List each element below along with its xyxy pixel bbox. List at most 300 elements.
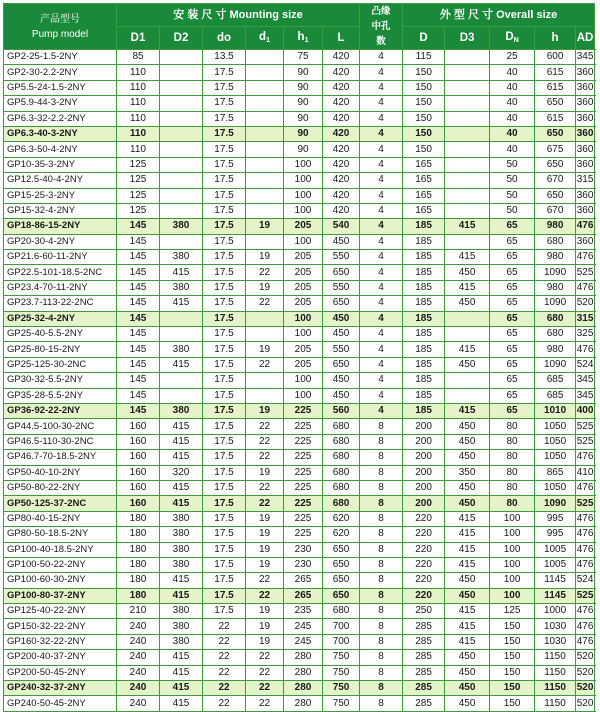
cell-d: 185 — [403, 403, 445, 418]
col-d1-header: D1 — [117, 27, 160, 50]
cell-dn: 40 — [490, 142, 535, 157]
cell-model: GP46.5-110-30-2NC — [4, 434, 117, 449]
cell-d: 285 — [403, 634, 445, 649]
cell-do: 17.5 — [203, 250, 246, 265]
cell-model: GP80-40-15-2NY — [4, 511, 117, 526]
cell-dd1: 19 — [246, 465, 284, 480]
cell-dd1 — [246, 142, 284, 157]
cell-h1: 90 — [284, 142, 323, 157]
table-row — [4, 311, 595, 326]
cell-ad: 525 — [576, 419, 595, 434]
cell-n: 8 — [360, 465, 403, 480]
cell-d1: 110 — [117, 65, 160, 80]
cell-dn: 50 — [490, 188, 535, 203]
cell-ad: 525 — [576, 434, 595, 449]
cell-dn: 100 — [490, 527, 535, 542]
cell-ad: 360 — [576, 188, 595, 203]
cell-ad: 525 — [576, 265, 595, 280]
cell-do: 17.5 — [203, 234, 246, 249]
cell-dd1: 22 — [246, 696, 284, 711]
cell-do: 17.5 — [203, 219, 246, 234]
table-row — [4, 142, 595, 157]
cell-d2: 415 — [160, 296, 203, 311]
cell-d1: 145 — [117, 296, 160, 311]
cell-dd1: 22 — [246, 265, 284, 280]
cell-dn: 25 — [490, 50, 535, 65]
cell-do: 17.5 — [203, 373, 246, 388]
cell-d: 220 — [403, 527, 445, 542]
cell-do: 17.5 — [203, 342, 246, 357]
col-dn-label: D — [505, 31, 514, 43]
cell-h: 1145 — [535, 573, 576, 588]
cell-d1: 145 — [117, 403, 160, 418]
cell-d2: 415 — [160, 681, 203, 696]
cell-l: 420 — [323, 80, 360, 95]
pump-spec-table — [3, 3, 595, 712]
cell-h1: 265 — [284, 588, 323, 603]
cell-n: 4 — [360, 280, 403, 295]
cell-ad: 360 — [576, 234, 595, 249]
cell-model: GP36-92-22-2NY — [4, 403, 117, 418]
cell-d2 — [160, 311, 203, 326]
table-row — [4, 219, 595, 234]
cell-d1: 145 — [117, 342, 160, 357]
cell-d1: 145 — [117, 265, 160, 280]
product-model-label: 产品型号 — [40, 13, 80, 25]
cell-l: 540 — [323, 219, 360, 234]
table-body — [4, 50, 595, 712]
cell-do: 17.5 — [203, 573, 246, 588]
cell-model: GP100-40-18.5-2NY — [4, 542, 117, 557]
cell-d: 185 — [403, 311, 445, 326]
cell-do: 17.5 — [203, 588, 246, 603]
cell-model: GP25-80-15-2NY — [4, 342, 117, 357]
table-row — [4, 373, 595, 388]
cell-do: 17.5 — [203, 419, 246, 434]
cell-d2 — [160, 50, 203, 65]
cell-dn: 40 — [490, 65, 535, 80]
cell-d1: 110 — [117, 96, 160, 111]
table-row — [4, 296, 595, 311]
cell-d1: 180 — [117, 573, 160, 588]
cell-model: GP6.3-40-3-2NY — [4, 126, 117, 141]
cell-d3 — [445, 327, 490, 342]
table-row — [4, 634, 595, 649]
col-ad-header: AD — [576, 27, 595, 50]
cell-d: 200 — [403, 465, 445, 480]
cell-d3: 415 — [445, 511, 490, 526]
cell-d1: 125 — [117, 203, 160, 218]
cell-h1: 205 — [284, 219, 323, 234]
cell-do: 17.5 — [203, 388, 246, 403]
cell-h1: 90 — [284, 65, 323, 80]
cell-n: 4 — [360, 250, 403, 265]
table-row — [4, 573, 595, 588]
cell-n: 4 — [360, 65, 403, 80]
cell-dn: 50 — [490, 173, 535, 188]
cell-d2: 415 — [160, 573, 203, 588]
cell-n: 8 — [360, 496, 403, 511]
table-row — [4, 388, 595, 403]
cell-h1: 225 — [284, 480, 323, 495]
cell-h1: 235 — [284, 604, 323, 619]
cell-h1: 225 — [284, 434, 323, 449]
cell-ad: 360 — [576, 80, 595, 95]
cell-h1: 100 — [284, 373, 323, 388]
cell-n: 8 — [360, 557, 403, 572]
cell-d2 — [160, 157, 203, 172]
cell-ad: 400 — [576, 403, 595, 418]
col-d-header: D — [403, 27, 445, 50]
cell-ad: 520 — [576, 681, 595, 696]
col-dn-header — [490, 27, 535, 50]
cell-h: 615 — [535, 111, 576, 126]
cell-dn: 65 — [490, 219, 535, 234]
pump-model-header — [4, 4, 117, 50]
cell-d1: 160 — [117, 434, 160, 449]
cell-h1: 75 — [284, 50, 323, 65]
cell-model: GP160-32-22-2NY — [4, 634, 117, 649]
cell-h1: 280 — [284, 696, 323, 711]
rib-holes-label: 凸缘中孔数 — [371, 6, 391, 47]
cell-d3: 415 — [445, 280, 490, 295]
cell-do: 17.5 — [203, 450, 246, 465]
cell-h: 650 — [535, 126, 576, 141]
cell-h1: 225 — [284, 496, 323, 511]
cell-d1: 240 — [117, 650, 160, 665]
table-row — [4, 126, 595, 141]
cell-d2: 380 — [160, 557, 203, 572]
cell-h1: 225 — [284, 527, 323, 542]
cell-dn: 65 — [490, 357, 535, 372]
cell-ad: 524 — [576, 573, 595, 588]
cell-h1: 90 — [284, 80, 323, 95]
cell-do: 17.5 — [203, 496, 246, 511]
cell-d: 165 — [403, 188, 445, 203]
cell-d2: 415 — [160, 450, 203, 465]
cell-model: GP23.7-113-22-2NC — [4, 296, 117, 311]
cell-l: 420 — [323, 65, 360, 80]
cell-h1: 205 — [284, 280, 323, 295]
cell-l: 550 — [323, 342, 360, 357]
cell-do: 17.5 — [203, 80, 246, 95]
cell-n: 8 — [360, 434, 403, 449]
cell-ad: 476 — [576, 634, 595, 649]
cell-d3 — [445, 80, 490, 95]
cell-model: GP30-32-5.5-2NY — [4, 373, 117, 388]
cell-d: 185 — [403, 342, 445, 357]
cell-dn: 40 — [490, 111, 535, 126]
cell-h: 650 — [535, 188, 576, 203]
cell-dn: 100 — [490, 588, 535, 603]
cell-d3: 450 — [445, 681, 490, 696]
cell-dn: 125 — [490, 604, 535, 619]
cell-ad: 520 — [576, 296, 595, 311]
cell-do: 17.5 — [203, 357, 246, 372]
cell-model: GP6.3-32-2.2-2NY — [4, 111, 117, 126]
cell-n: 8 — [360, 588, 403, 603]
cell-d2: 380 — [160, 604, 203, 619]
cell-dn: 65 — [490, 265, 535, 280]
cell-dd1: 22 — [246, 357, 284, 372]
table-row — [4, 434, 595, 449]
cell-do: 17.5 — [203, 434, 246, 449]
cell-l: 680 — [323, 480, 360, 495]
cell-h: 680 — [535, 327, 576, 342]
cell-ad: 476 — [576, 527, 595, 542]
cell-model: GP35-28-5.5-2NY — [4, 388, 117, 403]
cell-h: 995 — [535, 511, 576, 526]
cell-d: 185 — [403, 250, 445, 265]
cell-d2: 380 — [160, 250, 203, 265]
table-row — [4, 357, 595, 372]
cell-h: 995 — [535, 527, 576, 542]
cell-d2: 415 — [160, 434, 203, 449]
cell-dn: 65 — [490, 296, 535, 311]
cell-dn: 65 — [490, 234, 535, 249]
cell-d1: 145 — [117, 219, 160, 234]
table-row — [4, 527, 595, 542]
cell-dd1: 22 — [246, 650, 284, 665]
cell-d: 185 — [403, 219, 445, 234]
cell-dd1 — [246, 126, 284, 141]
cell-h: 980 — [535, 280, 576, 295]
cell-d2 — [160, 80, 203, 95]
cell-n: 4 — [360, 327, 403, 342]
cell-ad: 476 — [576, 342, 595, 357]
cell-n: 8 — [360, 511, 403, 526]
cell-dd1 — [246, 157, 284, 172]
cell-d3: 350 — [445, 465, 490, 480]
cell-d1: 145 — [117, 357, 160, 372]
table-row — [4, 696, 595, 711]
cell-d2 — [160, 327, 203, 342]
cell-n: 4 — [360, 357, 403, 372]
table-header — [4, 4, 595, 50]
cell-l: 420 — [323, 126, 360, 141]
cell-h1: 100 — [284, 157, 323, 172]
cell-d1: 240 — [117, 696, 160, 711]
cell-model: GP100-60-30-2NY — [4, 573, 117, 588]
cell-l: 420 — [323, 203, 360, 218]
cell-d3: 450 — [445, 450, 490, 465]
cell-h1: 90 — [284, 96, 323, 111]
header-row-top — [4, 4, 595, 27]
cell-d3: 450 — [445, 573, 490, 588]
cell-d2 — [160, 188, 203, 203]
cell-d: 285 — [403, 665, 445, 680]
table-row — [4, 480, 595, 495]
cell-do: 17.5 — [203, 557, 246, 572]
cell-dd1 — [246, 50, 284, 65]
cell-d3: 415 — [445, 557, 490, 572]
cell-d3: 415 — [445, 342, 490, 357]
cell-d1: 145 — [117, 250, 160, 265]
cell-model: GP2-30-2.2-2NY — [4, 65, 117, 80]
cell-ad: 476 — [576, 619, 595, 634]
cell-h1: 100 — [284, 327, 323, 342]
cell-d2 — [160, 111, 203, 126]
cell-ad: 360 — [576, 96, 595, 111]
cell-do: 17.5 — [203, 188, 246, 203]
cell-dd1 — [246, 188, 284, 203]
cell-d2: 320 — [160, 465, 203, 480]
cell-d2: 415 — [160, 419, 203, 434]
cell-model: GP25-32-4-2NY — [4, 311, 117, 326]
cell-d3 — [445, 234, 490, 249]
cell-h1: 245 — [284, 634, 323, 649]
cell-l: 680 — [323, 434, 360, 449]
cell-do: 17.5 — [203, 311, 246, 326]
cell-ad: 315 — [576, 173, 595, 188]
cell-model: GP10-35-3-2NY — [4, 157, 117, 172]
cell-dd1: 19 — [246, 280, 284, 295]
cell-d1: 145 — [117, 388, 160, 403]
cell-ad: 476 — [576, 219, 595, 234]
cell-model: GP100-50-22-2NY — [4, 557, 117, 572]
cell-dd1: 19 — [246, 619, 284, 634]
cell-dd1 — [246, 234, 284, 249]
cell-h: 675 — [535, 142, 576, 157]
mounting-size-header: 安 装 尺 寸 Mounting size — [117, 4, 360, 27]
cell-model: GP80-50-18.5-2NY — [4, 527, 117, 542]
cell-d2 — [160, 142, 203, 157]
cell-d3 — [445, 126, 490, 141]
cell-dd1: 19 — [246, 250, 284, 265]
cell-d2: 415 — [160, 588, 203, 603]
cell-h: 1150 — [535, 696, 576, 711]
cell-model: GP200-50-45-2NY — [4, 665, 117, 680]
cell-dd1: 19 — [246, 634, 284, 649]
cell-dn: 100 — [490, 557, 535, 572]
cell-model: GP125-40-22-2NY — [4, 604, 117, 619]
cell-h: 1010 — [535, 403, 576, 418]
cell-do: 17.5 — [203, 511, 246, 526]
cell-dd1: 22 — [246, 573, 284, 588]
cell-dn: 65 — [490, 403, 535, 418]
overall-size-header: 外 型 尺 寸 Overall size — [403, 4, 595, 27]
cell-d2: 415 — [160, 696, 203, 711]
cell-dd1 — [246, 373, 284, 388]
cell-d: 150 — [403, 142, 445, 157]
cell-d1: 160 — [117, 480, 160, 495]
cell-n: 8 — [360, 573, 403, 588]
cell-do: 22 — [203, 681, 246, 696]
table-row — [4, 157, 595, 172]
cell-dd1: 19 — [246, 604, 284, 619]
cell-n: 8 — [360, 634, 403, 649]
cell-d2: 415 — [160, 496, 203, 511]
cell-dn: 80 — [490, 480, 535, 495]
cell-model: GP100-80-37-2NY — [4, 588, 117, 603]
cell-l: 650 — [323, 357, 360, 372]
cell-d: 150 — [403, 80, 445, 95]
cell-d3 — [445, 373, 490, 388]
cell-d2 — [160, 388, 203, 403]
cell-model: GP44.5-100-30-2NC — [4, 419, 117, 434]
cell-do: 22 — [203, 696, 246, 711]
cell-h1: 265 — [284, 573, 323, 588]
cell-d2 — [160, 373, 203, 388]
table-row — [4, 588, 595, 603]
cell-h1: 225 — [284, 511, 323, 526]
cell-do: 22 — [203, 665, 246, 680]
cell-dd1: 19 — [246, 511, 284, 526]
cell-n: 4 — [360, 265, 403, 280]
cell-d3: 415 — [445, 604, 490, 619]
cell-dn: 65 — [490, 250, 535, 265]
cell-n: 8 — [360, 650, 403, 665]
cell-d3 — [445, 111, 490, 126]
table-row — [4, 234, 595, 249]
cell-model: GP18-86-15-2NY — [4, 219, 117, 234]
cell-d3 — [445, 50, 490, 65]
col-h1-label: h — [297, 31, 305, 43]
cell-n: 4 — [360, 342, 403, 357]
cell-n: 8 — [360, 527, 403, 542]
cell-h: 670 — [535, 173, 576, 188]
cell-n: 4 — [360, 203, 403, 218]
cell-h1: 225 — [284, 419, 323, 434]
cell-d: 185 — [403, 357, 445, 372]
cell-d2: 380 — [160, 542, 203, 557]
cell-d3: 450 — [445, 650, 490, 665]
cell-dd1: 22 — [246, 434, 284, 449]
cell-ad: 325 — [576, 327, 595, 342]
cell-h: 1150 — [535, 650, 576, 665]
cell-dd1: 22 — [246, 480, 284, 495]
cell-d2: 415 — [160, 265, 203, 280]
col-d2-header: D2 — [160, 27, 203, 50]
cell-dn: 40 — [490, 80, 535, 95]
cell-d3 — [445, 388, 490, 403]
cell-l: 650 — [323, 296, 360, 311]
col-dd1-label: d — [259, 31, 267, 43]
cell-h1: 100 — [284, 203, 323, 218]
cell-h: 1050 — [535, 434, 576, 449]
cell-dd1 — [246, 173, 284, 188]
cell-l: 450 — [323, 311, 360, 326]
col-dd1-sub: 1 — [266, 37, 270, 44]
cell-h: 1090 — [535, 357, 576, 372]
cell-d1: 180 — [117, 511, 160, 526]
table-row — [4, 342, 595, 357]
cell-ad: 315 — [576, 311, 595, 326]
cell-do: 17.5 — [203, 527, 246, 542]
cell-ad: 360 — [576, 126, 595, 141]
cell-d3: 450 — [445, 665, 490, 680]
cell-d2: 380 — [160, 511, 203, 526]
cell-ad: 360 — [576, 157, 595, 172]
cell-d2 — [160, 203, 203, 218]
cell-dd1: 22 — [246, 588, 284, 603]
cell-do: 17.5 — [203, 604, 246, 619]
cell-h1: 205 — [284, 250, 323, 265]
cell-ad: 360 — [576, 111, 595, 126]
cell-l: 420 — [323, 188, 360, 203]
cell-n: 8 — [360, 619, 403, 634]
cell-l: 750 — [323, 650, 360, 665]
cell-d1: 145 — [117, 311, 160, 326]
cell-model: GP240-32-37-2NY — [4, 681, 117, 696]
cell-n: 4 — [360, 388, 403, 403]
cell-model: GP23.4-70-11-2NY — [4, 280, 117, 295]
cell-dn: 80 — [490, 450, 535, 465]
cell-l: 420 — [323, 50, 360, 65]
cell-h1: 280 — [284, 650, 323, 665]
cell-h: 1030 — [535, 619, 576, 634]
cell-dn: 65 — [490, 327, 535, 342]
